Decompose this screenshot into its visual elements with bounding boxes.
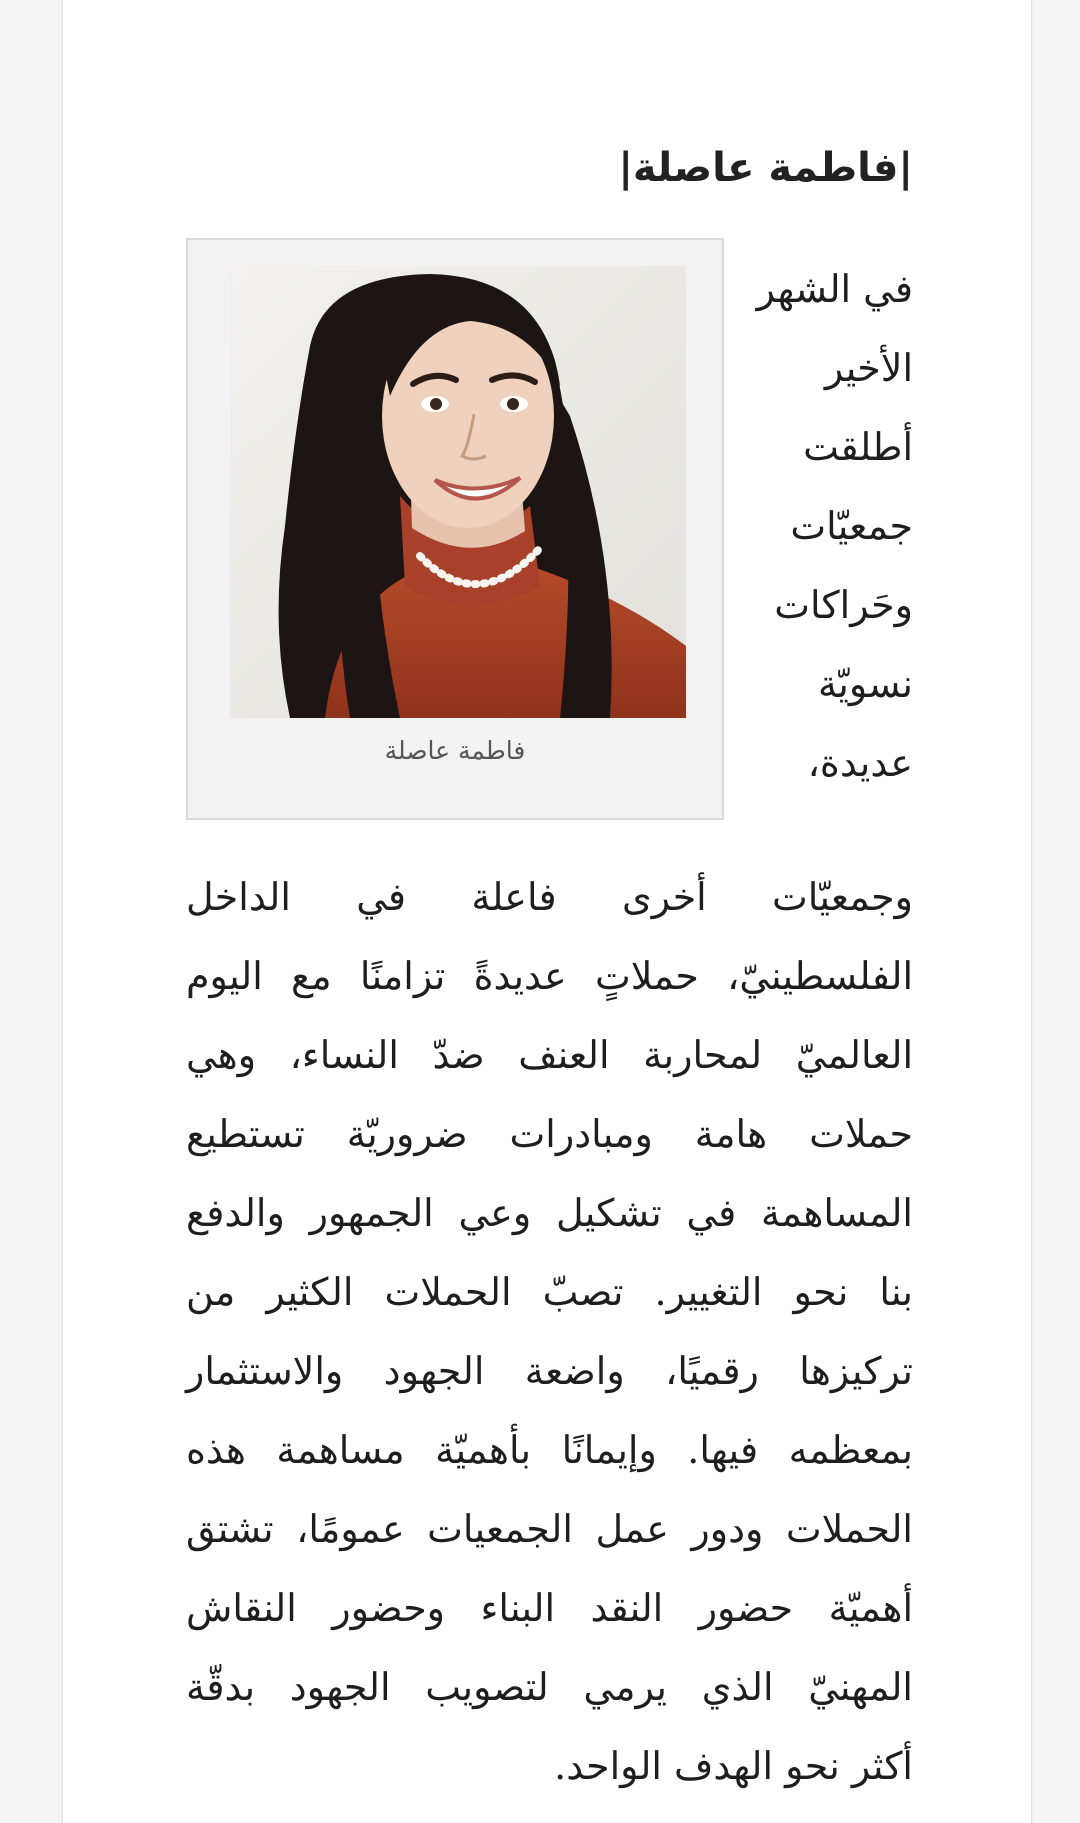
body-text-line: المساهمة في تشكيل وعي الجمهور والدفع [186,1191,913,1235]
page-container [62,0,1032,1823]
author-photo [230,266,686,718]
body-text-line: أكثر نحو الهدف الواحد. [554,1744,913,1788]
intro-text-line: في الشهر [756,267,913,311]
intro-text-line: وحَراكات [774,583,913,627]
intro-text-line: عديدة، [807,741,913,785]
body-text-line: حملات هامة ومبادرات ضروريّة تستطيع [186,1112,913,1156]
body-text-line: أهميّة حضور النقد البناء وحضور النقاش [186,1586,913,1630]
author-photo-figure [186,238,724,820]
photo-caption: فاطمة عاصلة [384,736,526,765]
intro-text-line: نسويّة [817,662,913,706]
article-body [186,858,913,1806]
intro-text-line: الأخير [824,346,913,390]
body-text-line: العالميّ لمحاربة العنف ضدّ النساء، وهي [186,1033,913,1077]
intro-text-line: أطلقت [803,425,913,469]
body-text-line: الحملات ودور عمل الجمعيات عمومًا، تشتق [186,1507,913,1551]
body-text-line: الفلسطينيّ، حملاتٍ عديدةً تزامنًا مع اليوم [186,954,913,998]
author-byline: |فاطمة عاصلة| [618,145,913,191]
intro-text-line: جمعيّات [790,504,913,548]
body-text-line: تركيزها رقميًا، واضعة الجهود والاستثمار [186,1349,913,1393]
body-text-line: المهنيّ الذي يرمي لتصويب الجهود بدقّة [186,1665,913,1709]
body-text-line: وجمعيّات أخرى فاعلة في الداخل [186,875,913,919]
intro-text-column [743,250,913,803]
article [186,0,913,1823]
portrait-illustration [230,266,686,718]
body-text-line: بمعظمه فيها. وإيمانًا بأهميّة مساهمة هذه [186,1428,913,1472]
body-text-line: بنا نحو التغيير. تصبّ الحملات الكثير من [186,1270,913,1314]
